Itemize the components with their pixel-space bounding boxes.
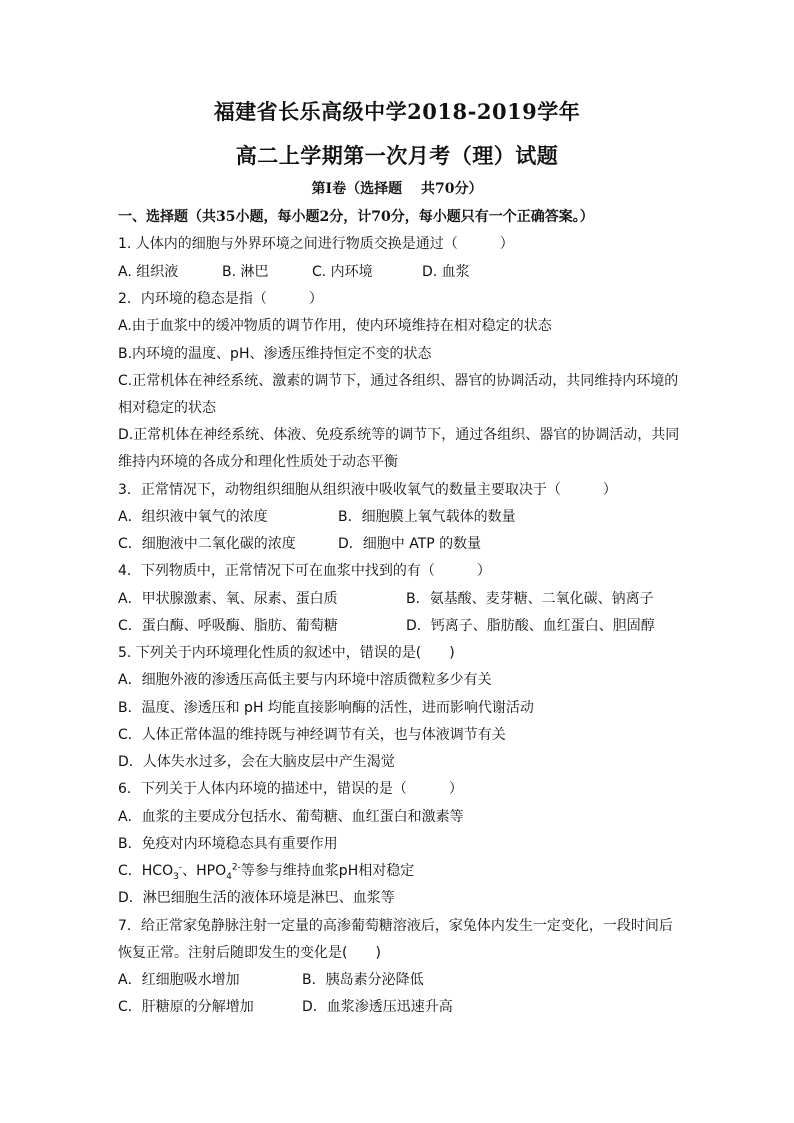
q1-option-d: D. 血浆: [422, 264, 470, 280]
q3-option-b: B．细胞膜上氧气载体的数量: [338, 509, 516, 525]
q7-options-row2: [118, 996, 678, 1016]
q4-option-d: D．钙离子、脂肪酸、血红蛋白、胆固醇: [406, 618, 655, 634]
q2-option-d-line2: 维持内环境的各成分和理化性质处于动态平衡: [118, 454, 398, 470]
q5-option-b: B．温度、渗透压和 pH 均能直接影响酶的活性，进而影响代谢活动: [118, 700, 534, 716]
q3-options-row2: [118, 533, 678, 553]
q6-option-c-sup2: 2-: [231, 862, 241, 873]
q3-stem: 3．正常情况下，动物组织细胞从组织液中吸收氧气的数量主要取决于（ ）: [118, 482, 617, 498]
q4-stem: 4．下列物质中，正常情况下可在血浆中找到的有（ ）: [118, 563, 491, 579]
q4-options-row1: [118, 588, 678, 608]
q7-stem-line1: 7．给正常家兔静脉注射一定量的高渗葡萄糖溶液后，家兔体内发生一定变化，一段时间后: [118, 918, 673, 934]
q3-option-a: A．组织液中氧气的浓度: [118, 509, 268, 525]
q7-options-row1: [118, 969, 678, 989]
q1-option-c: C. 内环境: [312, 264, 373, 280]
q6-option-a: A．血浆的主要成分包括水、葡萄糖、血红蛋白和激素等: [118, 809, 464, 825]
instructions: 一、选择题（共35小题，每小题2分，计70分，每小题只有一个正确答案。）: [118, 209, 594, 225]
q6-option-c-sub2: 4: [226, 871, 232, 882]
exam-title-line2: 高二上学期第一次月考（理）试题: [235, 143, 559, 168]
q1-option-b: B. 淋巴: [222, 264, 269, 280]
q6-option-c-middle: 、HPO: [182, 863, 227, 879]
q3-option-d: D．细胞中 ATP 的数量: [338, 536, 482, 552]
q4-options-row2: [118, 615, 678, 635]
q6-option-c: [118, 860, 414, 882]
q6-option-c-sup1: -: [178, 862, 183, 873]
q3-option-c: C．细胞液中二氧化碳的浓度: [118, 536, 296, 552]
q7-option-c: C．肝糖原的分解增加: [118, 999, 254, 1015]
q2-option-c-line2: 相对稳定的状态: [118, 400, 216, 416]
q7-option-a: A．红细胞吸水增加: [118, 972, 240, 988]
q7-option-b: B．胰岛素分泌降低: [302, 972, 424, 988]
q6-stem: 6．下列关于人体内环境的描述中，错误的是（ ）: [118, 781, 463, 797]
q2-option-d-line1: D.正常机体在神经系统、体液、免疫系统等的调节下，通过各组织、器官的协调活动，共同: [118, 427, 680, 443]
q4-option-c: C．蛋白酶、呼吸酶、脂肪、葡萄糖: [118, 618, 338, 634]
q5-option-c: C．人体正常体温的维持既与神经调节有关，也与体液调节有关: [118, 727, 506, 743]
q5-option-a: A．细胞外液的渗透压高低主要与内环境中溶质微粒多少有关: [118, 672, 492, 688]
q2-option-a: A.由于血浆中的缓冲物质的调节作用，使内环境维持在相对稳定的状态: [118, 318, 552, 334]
q6-option-c-sub1: 3: [173, 871, 179, 882]
q6-option-b: B．免疫对内环境稳态具有重要作用: [118, 836, 338, 852]
q5-stem: 5. 下列关于内环境理化性质的叙述中，错误的是( ): [118, 645, 455, 661]
q5-option-d: D．人体失水过多，会在大脑皮层中产生渴觉: [118, 754, 395, 770]
q4-option-b: B．氨基酸、麦芽糖、二氧化碳、钠离子: [406, 591, 654, 607]
q1-options: [118, 261, 678, 281]
q2-option-b: B.内环境的温度、pH、渗透压维持恒定不变的状态: [118, 346, 432, 362]
q7-option-d: D．血浆渗透压迅速升高: [302, 999, 453, 1015]
q7-stem-line2: 恢复正常。注射后随即发生的变化是( ): [118, 945, 381, 961]
q6-option-d: D．淋巴细胞生活的液体环境是淋巴、血浆等: [118, 890, 395, 906]
q2-stem: 2．内环境的稳态是指（ ）: [118, 291, 323, 307]
q4-option-a: A．甲状腺激素、氧、尿素、蛋白质: [118, 591, 338, 607]
q1-option-a: A. 组织液: [118, 264, 179, 280]
exam-title-line1: 福建省长乐高级中学2018-2019学年: [213, 99, 581, 124]
q2-option-c-line1: C.正常机体在神经系统、激素的调节下，通过各组织、器官的协调活动，共同维持内环境的: [118, 373, 679, 389]
q1-stem: 1. 人体内的细胞与外界环境之间进行物质交换是通过（ ）: [118, 236, 514, 252]
q6-option-c-prefix: C．HCO: [118, 863, 174, 879]
q6-option-c-suffix: 等参与维持血浆pH相对稳定: [240, 863, 415, 879]
q3-options-row1: [118, 506, 678, 526]
section-heading: 第Ⅰ卷（选择题 共70分）: [311, 181, 483, 197]
